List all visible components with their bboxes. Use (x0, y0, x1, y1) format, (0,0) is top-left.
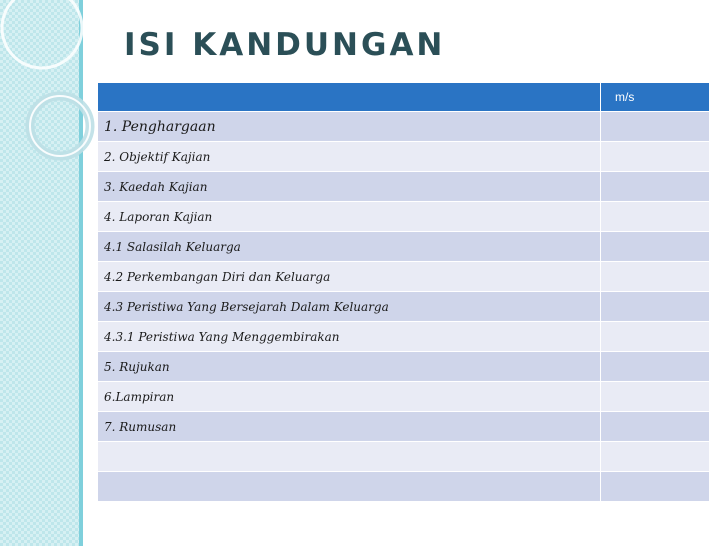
toc-item-cell: 2. Objektif Kajian (98, 142, 601, 172)
table-row (98, 202, 710, 232)
toc-page-cell (601, 442, 710, 472)
table-body (98, 112, 710, 502)
toc-item-cell: 1. Penghargaan (98, 112, 601, 142)
slide-title: ISI KANDUNGAN (124, 27, 446, 63)
table-row (98, 412, 710, 442)
table-row (98, 112, 710, 142)
toc-page-cell (601, 232, 710, 262)
table-row (98, 352, 710, 382)
toc-page-cell (601, 262, 710, 292)
toc-page-cell (601, 142, 710, 172)
table-row (98, 232, 710, 262)
toc-page-cell (601, 202, 710, 232)
toc-item-cell: 5. Rujukan (98, 352, 601, 382)
header-item-cell (98, 83, 601, 112)
table-row (98, 292, 710, 322)
toc-page-cell (601, 322, 710, 352)
toc-page-cell (601, 382, 710, 412)
table-row (98, 382, 710, 412)
table-header-row (98, 83, 710, 112)
table-row (98, 172, 710, 202)
header-page-cell: m/s (601, 83, 710, 112)
toc-item-cell: 6.Lampiran (98, 382, 601, 412)
toc-item-cell: 4.3 Peristiwa Yang Bersejarah Dalam Keluarga (98, 292, 601, 322)
table-row (98, 472, 710, 502)
toc-item-cell: 3. Kaedah Kajian (98, 172, 601, 202)
toc-item-cell: 4.3.1 Peristiwa Yang Menggembirakan (98, 322, 601, 352)
table-row (98, 262, 710, 292)
table-row (98, 142, 710, 172)
toc-page-cell (601, 412, 710, 442)
toc-item-cell (98, 442, 601, 472)
toc-page-cell (601, 172, 710, 202)
toc-item-cell: 7. Rumusan (98, 412, 601, 442)
table-row (98, 442, 710, 472)
toc-page-cell (601, 112, 710, 142)
toc-item-cell (98, 472, 601, 502)
toc-page-cell (601, 292, 710, 322)
table-of-contents (97, 82, 710, 502)
table-row (98, 322, 710, 352)
toc-item-cell: 4. Laporan Kajian (98, 202, 601, 232)
toc-page-cell (601, 352, 710, 382)
toc-item-cell: 4.1 Salasilah Keluarga (98, 232, 601, 262)
toc-item-cell: 4.2 Perkembangan Diri dan Keluarga (98, 262, 601, 292)
toc-page-cell (601, 472, 710, 502)
